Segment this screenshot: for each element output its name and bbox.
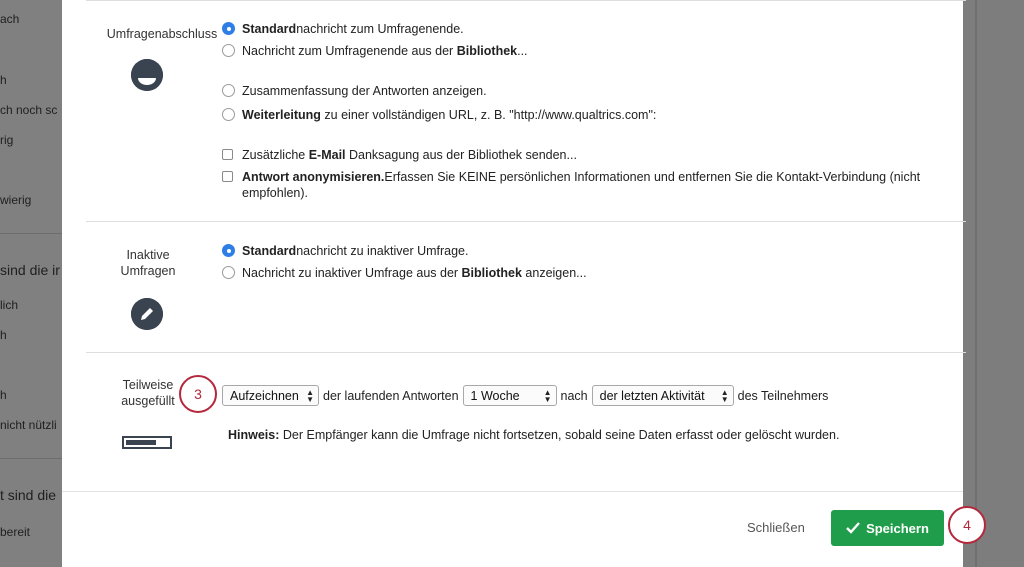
callout-step-4: 4 — [948, 506, 986, 544]
radio-standard-inactive[interactable] — [222, 244, 235, 257]
bg-fragment: ach — [0, 12, 20, 26]
bg-fragment: nicht nützli — [0, 418, 57, 432]
bg-divider — [0, 458, 62, 459]
bg-fragment: lich — [0, 298, 19, 312]
callout-step-3: 3 — [179, 375, 217, 413]
scroll-rail — [975, 0, 977, 567]
inactive-section-label — [108, 247, 188, 279]
option-label: Standardnachricht zum Umfragenende. — [242, 22, 464, 36]
progress-bar-fill — [126, 440, 156, 445]
checkbox-anonymize[interactable] — [222, 171, 233, 182]
radio-redirect[interactable] — [222, 108, 235, 121]
label-line: ausgefüllt — [121, 394, 175, 408]
completion-option-library[interactable] — [222, 43, 528, 59]
section-divider — [86, 352, 966, 353]
option-label: Zusätzliche E-Mail Danksagung aus der Bibliothek senden... — [242, 148, 577, 162]
bg-fragment: h — [0, 73, 7, 87]
close-button[interactable]: Schließen — [747, 520, 805, 535]
inactive-option-standard[interactable] — [222, 243, 468, 259]
completion-option-redirect[interactable] — [222, 107, 656, 123]
bg-fragment: bereit — [0, 525, 31, 539]
label-line: Umfragen — [120, 264, 176, 278]
radio-library-inactive[interactable] — [222, 266, 235, 279]
section-divider — [86, 221, 966, 222]
hint-text: Der Empfänger kann die Umfrage nicht fortsetzen, sobald seine Daten erfasst oder gelöscht wurden. — [279, 428, 840, 442]
hint-label: Hinweis: — [228, 428, 280, 442]
bg-fragment: ch noch sc — [0, 103, 58, 117]
bg-fragment: h — [0, 388, 7, 402]
option-label: Weiterleitung zu einer vollständigen URL, z. B. "http://www.qualtrics.com": — [242, 108, 657, 122]
activity-select[interactable] — [592, 385, 734, 406]
label-line: Teilweise — [122, 378, 174, 392]
radio-standard-completion[interactable] — [222, 22, 235, 35]
bg-fragment: rig — [0, 133, 14, 147]
radio-library-completion[interactable] — [222, 44, 235, 57]
completion-option-standard[interactable] — [222, 21, 464, 37]
select-value: 1 Woche — [470, 388, 520, 403]
text-after: nach — [560, 388, 588, 403]
option-label: Zusammenfassung der Antworten anzeigen. — [242, 84, 487, 98]
option-label: Nachricht zum Umfragenende aus der Bibliothek... — [242, 44, 528, 58]
partial-section-label — [108, 377, 188, 409]
label-line: Inaktive — [126, 248, 170, 262]
option-label: Standardnachricht zu inaktiver Umfrage. — [242, 244, 469, 258]
bg-fragment: wierig — [0, 193, 32, 207]
bg-fragment: sind die ir — [0, 262, 60, 278]
footer-divider — [62, 491, 963, 492]
text-running-responses: der laufenden Antworten — [323, 388, 459, 403]
partial-responses-row — [222, 385, 828, 406]
partial-hint — [228, 428, 839, 442]
text-participant: des Teilnehmers — [737, 388, 829, 403]
inactive-option-library[interactable] — [222, 265, 587, 281]
end-of-survey-icon — [131, 59, 163, 91]
radio-summary[interactable] — [222, 84, 235, 97]
save-button[interactable] — [831, 510, 944, 546]
save-button-label: Speichern — [866, 520, 929, 536]
record-action-select[interactable] — [222, 385, 319, 406]
bg-fragment: t sind die — [0, 487, 57, 503]
option-label: Nachricht zu inaktiver Umfrage aus der Bibliothek anzeigen... — [242, 266, 587, 280]
select-arrows-icon: ▲ ▼ — [306, 387, 314, 404]
select-arrows-icon: ▲ ▼ — [543, 387, 552, 404]
option-label: Antwort anonymisieren.Erfassen Sie KEINE persönlichen Informationen und entfernen Sie die Kontakt-Verbindung (nicht empfohlen). — [242, 170, 921, 200]
section-divider — [86, 0, 966, 1]
survey-options-dialog — [62, 0, 963, 567]
checkmark-icon — [846, 522, 860, 534]
select-arrows-icon: ▲ ▼ — [720, 387, 729, 404]
checkbox-email-thanks[interactable] — [222, 149, 233, 160]
bg-fragment: h — [0, 328, 7, 342]
pencil-icon — [131, 298, 163, 330]
duration-select[interactable] — [463, 385, 557, 406]
background-page-right — [963, 0, 1024, 567]
progress-bar-icon — [122, 436, 172, 449]
bg-divider — [0, 233, 62, 234]
completion-option-email[interactable] — [222, 147, 577, 163]
completion-option-anonymize[interactable] — [222, 169, 922, 201]
background-page-left — [0, 0, 62, 567]
completion-option-summary[interactable] — [222, 83, 487, 99]
completion-section-label: Umfragenabschluss — [106, 27, 218, 41]
select-value: der letzten Aktivität — [599, 388, 705, 403]
select-value: Aufzeichnen — [230, 388, 299, 403]
